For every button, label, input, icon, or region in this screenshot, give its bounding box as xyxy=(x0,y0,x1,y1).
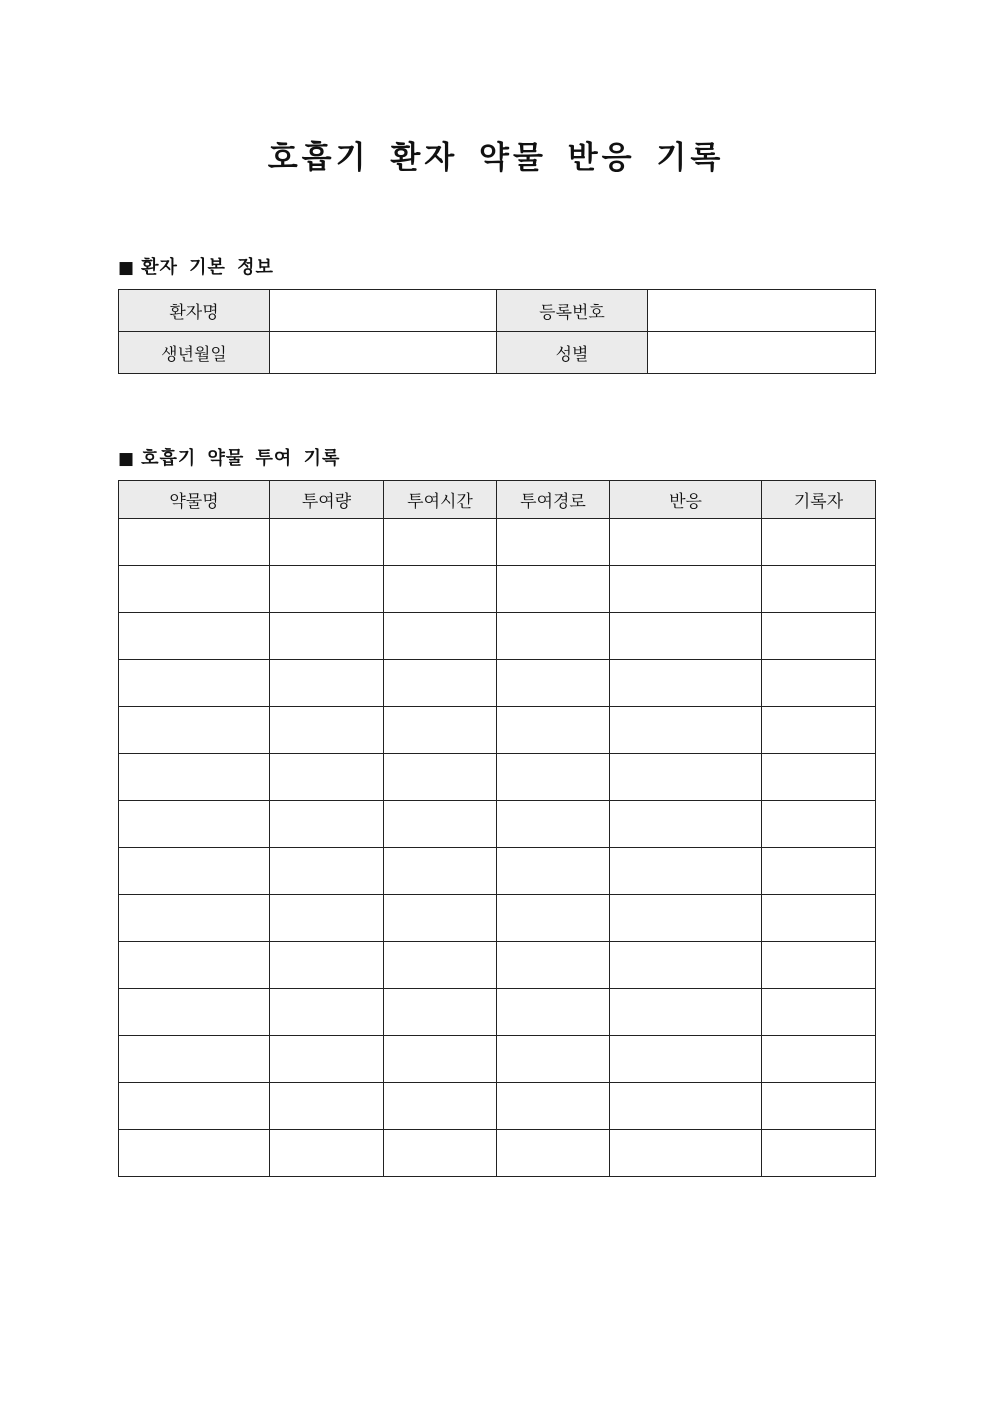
table-row xyxy=(119,848,876,895)
dose-cell[interactable] xyxy=(270,566,384,613)
column-header-reaction: 반응 xyxy=(610,481,762,519)
administration-time-cell[interactable] xyxy=(384,519,497,566)
dose-cell[interactable] xyxy=(270,848,384,895)
dose-cell[interactable] xyxy=(270,660,384,707)
table-row xyxy=(119,1130,876,1177)
recorder-cell[interactable] xyxy=(762,942,876,989)
recorder-cell[interactable] xyxy=(762,754,876,801)
reaction-cell[interactable] xyxy=(610,566,762,613)
dose-cell[interactable] xyxy=(270,942,384,989)
route-cell[interactable] xyxy=(497,895,610,942)
reaction-cell[interactable] xyxy=(610,848,762,895)
route-cell[interactable] xyxy=(497,613,610,660)
drug-name-cell[interactable] xyxy=(119,989,270,1036)
dose-cell[interactable] xyxy=(270,1083,384,1130)
birth-date-label: 생년월일 xyxy=(119,332,270,374)
reaction-cell[interactable] xyxy=(610,754,762,801)
square-bullet-icon: ■ xyxy=(118,449,136,469)
route-cell[interactable] xyxy=(497,754,610,801)
recorder-cell[interactable] xyxy=(762,1083,876,1130)
administration-time-cell[interactable] xyxy=(384,1083,497,1130)
administration-time-cell[interactable] xyxy=(384,754,497,801)
reaction-cell[interactable] xyxy=(610,613,762,660)
birth-date-field[interactable] xyxy=(270,332,497,374)
column-header-recorder: 기록자 xyxy=(762,481,876,519)
route-cell[interactable] xyxy=(497,660,610,707)
drug-name-cell[interactable] xyxy=(119,1083,270,1130)
recorder-cell[interactable] xyxy=(762,660,876,707)
dose-cell[interactable] xyxy=(270,801,384,848)
recorder-cell[interactable] xyxy=(762,519,876,566)
drug-name-cell[interactable] xyxy=(119,895,270,942)
registration-number-label: 등록번호 xyxy=(497,290,648,332)
route-cell[interactable] xyxy=(497,566,610,613)
reaction-cell[interactable] xyxy=(610,660,762,707)
dose-cell[interactable] xyxy=(270,754,384,801)
table-row xyxy=(119,613,876,660)
table-row xyxy=(119,1036,876,1083)
route-cell[interactable] xyxy=(497,801,610,848)
drug-name-cell[interactable] xyxy=(119,613,270,660)
patient-name-field[interactable] xyxy=(270,290,497,332)
table-row xyxy=(119,290,876,332)
drug-administration-table xyxy=(118,480,876,1177)
patient-info-table xyxy=(118,289,876,374)
drug-name-cell[interactable] xyxy=(119,660,270,707)
administration-time-cell[interactable] xyxy=(384,989,497,1036)
table-header-row xyxy=(119,481,876,519)
recorder-cell[interactable] xyxy=(762,848,876,895)
column-header-drug-name: 약물명 xyxy=(119,481,270,519)
sex-field[interactable] xyxy=(648,332,876,374)
table-row xyxy=(119,989,876,1036)
table-row xyxy=(119,707,876,754)
drug-name-cell[interactable] xyxy=(119,848,270,895)
route-cell[interactable] xyxy=(497,1130,610,1177)
registration-number-field[interactable] xyxy=(648,290,876,332)
table-row xyxy=(119,332,876,374)
table-row xyxy=(119,519,876,566)
square-bullet-icon: ■ xyxy=(118,258,136,278)
route-cell[interactable] xyxy=(497,1083,610,1130)
reaction-cell[interactable] xyxy=(610,1130,762,1177)
table-row xyxy=(119,801,876,848)
page-title: 호흡기 환자 약물 반응 기록 xyxy=(267,140,725,176)
recorder-cell[interactable] xyxy=(762,613,876,660)
recorder-cell[interactable] xyxy=(762,1036,876,1083)
patient-info-heading xyxy=(118,253,274,279)
reaction-cell[interactable] xyxy=(610,519,762,566)
drug-name-cell[interactable] xyxy=(119,1036,270,1083)
route-cell[interactable] xyxy=(497,989,610,1036)
table-row xyxy=(119,660,876,707)
drug-record-heading xyxy=(118,444,340,470)
administration-time-cell[interactable] xyxy=(384,660,497,707)
reaction-cell[interactable] xyxy=(610,942,762,989)
recorder-cell[interactable] xyxy=(762,801,876,848)
administration-time-cell[interactable] xyxy=(384,942,497,989)
route-cell[interactable] xyxy=(497,1036,610,1083)
route-cell[interactable] xyxy=(497,848,610,895)
recorder-cell[interactable] xyxy=(762,566,876,613)
administration-time-cell[interactable] xyxy=(384,895,497,942)
reaction-cell[interactable] xyxy=(610,801,762,848)
drug-name-cell[interactable] xyxy=(119,519,270,566)
drug-name-cell[interactable] xyxy=(119,754,270,801)
column-header-route: 투여경로 xyxy=(497,481,610,519)
dose-cell[interactable] xyxy=(270,1036,384,1083)
dose-cell[interactable] xyxy=(270,707,384,754)
reaction-cell[interactable] xyxy=(610,707,762,754)
drug-name-cell[interactable] xyxy=(119,801,270,848)
administration-time-cell[interactable] xyxy=(384,566,497,613)
recorder-cell[interactable] xyxy=(762,989,876,1036)
patient-info-heading-text: 환자 기본 정보 xyxy=(141,257,274,278)
drug-name-cell[interactable] xyxy=(119,707,270,754)
administration-time-cell[interactable] xyxy=(384,1036,497,1083)
route-cell[interactable] xyxy=(497,519,610,566)
column-header-administration-time: 투여시간 xyxy=(384,481,497,519)
table-row xyxy=(119,1083,876,1130)
reaction-cell[interactable] xyxy=(610,895,762,942)
administration-time-cell[interactable] xyxy=(384,801,497,848)
dose-cell[interactable] xyxy=(270,1130,384,1177)
dose-cell[interactable] xyxy=(270,519,384,566)
table-row xyxy=(119,754,876,801)
reaction-cell[interactable] xyxy=(610,1083,762,1130)
dose-cell[interactable] xyxy=(270,989,384,1036)
route-cell[interactable] xyxy=(497,942,610,989)
drug-name-cell[interactable] xyxy=(119,1130,270,1177)
table-row xyxy=(119,942,876,989)
drug-record-heading-text: 호흡기 약물 투여 기록 xyxy=(141,448,341,469)
administration-time-cell[interactable] xyxy=(384,1130,497,1177)
administration-time-cell[interactable] xyxy=(384,848,497,895)
drug-name-cell[interactable] xyxy=(119,566,270,613)
table-row xyxy=(119,895,876,942)
reaction-cell[interactable] xyxy=(610,989,762,1036)
administration-time-cell[interactable] xyxy=(384,613,497,660)
dose-cell[interactable] xyxy=(270,613,384,660)
recorder-cell[interactable] xyxy=(762,707,876,754)
column-header-dose: 투여량 xyxy=(270,481,384,519)
dose-cell[interactable] xyxy=(270,895,384,942)
recorder-cell[interactable] xyxy=(762,1130,876,1177)
recorder-cell[interactable] xyxy=(762,895,876,942)
route-cell[interactable] xyxy=(497,707,610,754)
drug-name-cell[interactable] xyxy=(119,942,270,989)
patient-name-label: 환자명 xyxy=(119,290,270,332)
administration-time-cell[interactable] xyxy=(384,707,497,754)
table-row xyxy=(119,566,876,613)
reaction-cell[interactable] xyxy=(610,1036,762,1083)
sex-label: 성별 xyxy=(497,332,648,374)
